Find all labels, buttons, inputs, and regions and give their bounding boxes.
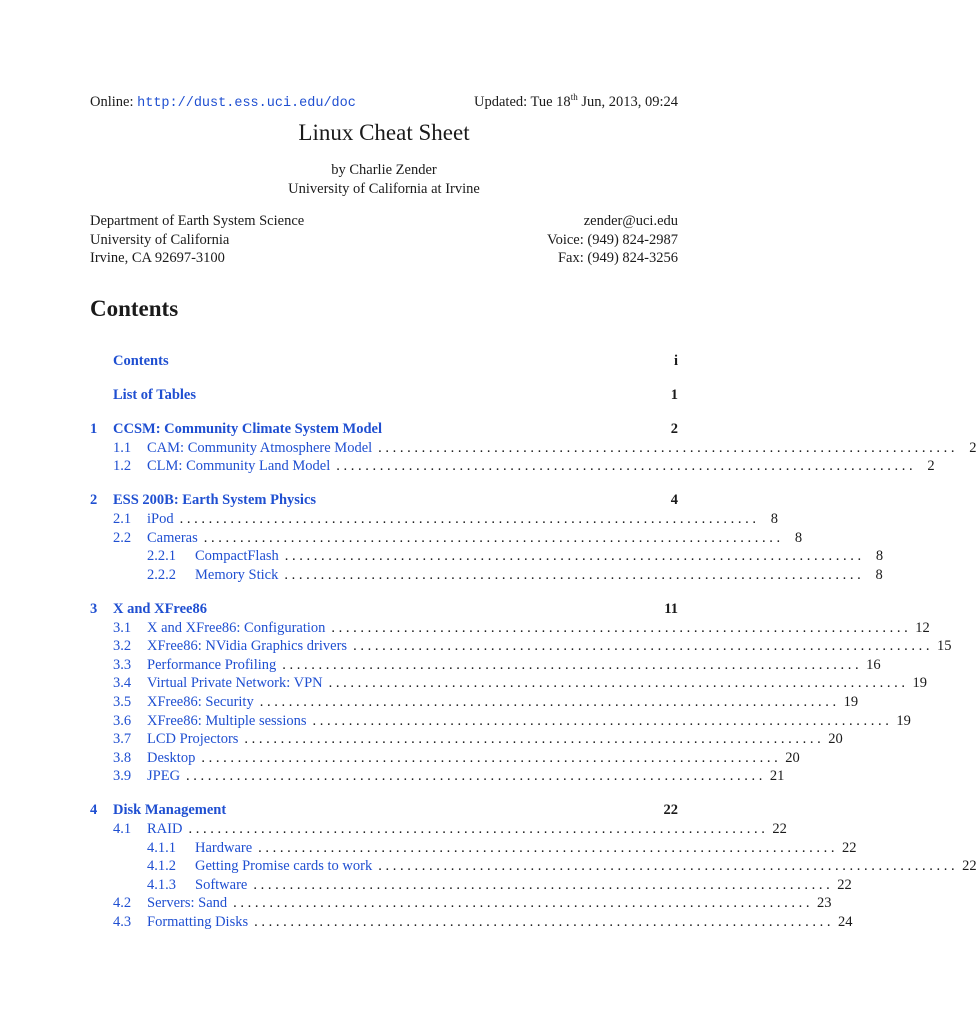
contact-fax: Fax: (949) 824-3256: [557, 250, 678, 266]
toc-group-gap: [90, 476, 678, 492]
toc-dot-leader: . . . . . . . . . . . . . . . . . . . . . . . . . . . . . . . . . . . . . . . . . . . . . . . . . . . . . . . . . . . . . . . . . . . . . . . . . . . . . . . .: [254, 913, 831, 930]
toc-subsection-entry[interactable]: [90, 674, 928, 693]
toc-entry-label[interactable]: Contents: [113, 353, 169, 369]
toc-subsection-entry[interactable]: [90, 876, 852, 895]
affiliation-line: University of California at Irvine: [288, 181, 480, 197]
toc-dot-leader: . . . . . . . . . . . . . . . . . . . . . . . . . . . . . . . . . . . . . . . . . . . . . . . . . . . . . . . . . . . . . . . . . . . . . . . . . . . . . . . .: [353, 638, 930, 655]
toc-dot-leader: . . . . . . . . . . . . . . . . . . . . . . . . . . . . . . . . . . . . . . . . . . . . . . . . . . . . . . . . . . . . . . . . . . . . . . . . . . . . . . . .: [179, 511, 756, 528]
toc-entry-number: 3.3: [113, 656, 132, 673]
toc-entry-label[interactable]: RAID: [147, 820, 183, 837]
toc-entry-page: 8: [875, 566, 883, 583]
updated-line: [474, 92, 678, 111]
toc-subsection-entry[interactable]: [90, 730, 843, 749]
author-line: by Charlie Zender: [331, 162, 437, 178]
toc-entry-label[interactable]: List of Tables: [113, 387, 196, 404]
toc-entry-number: 2: [90, 492, 98, 509]
toc-entry-page: 2: [969, 439, 977, 456]
toc-entry-page: 22: [837, 876, 852, 893]
toc-subsection-entry[interactable]: [90, 820, 787, 839]
address-block: [90, 212, 678, 268]
toc-group-gap: [90, 786, 678, 802]
toc-entry-label[interactable]: Cameras: [147, 529, 198, 546]
toc-entry-page: 20: [785, 749, 800, 766]
toc-entry-page: 12: [915, 619, 930, 636]
toc-subsection-entry[interactable]: [90, 913, 853, 932]
toc-entry-number: 4: [90, 802, 98, 819]
toc-section-entry[interactable]: [90, 491, 678, 510]
toc-entry-label[interactable]: XFree86: Security: [147, 693, 254, 710]
toc-entry-label[interactable]: CompactFlash: [195, 548, 279, 565]
toc-entry-label[interactable]: Hardware: [195, 839, 253, 856]
toc-dot-leader: . . . . . . . . . . . . . . . . . . . . . . . . . . . . . . . . . . . . . . . . . . . . . . . . . . . . . . . . . . . . . . . . . . . . . . . . . . . . . . . .: [328, 675, 906, 692]
address-right: [547, 212, 678, 268]
toc-dot-leader: . . . . . . . . . . . . . . . . . . . . . . . . . . . . . . . . . . . . . . . . . . . . . . . . . . . . . . . . . . . . . . . . . . . . . . . . . . . . . . . .: [233, 895, 810, 912]
toc-entry-label[interactable]: Performance Profiling: [147, 656, 277, 673]
toc-entry-label[interactable]: CLM: Community Land Model: [147, 458, 331, 475]
toc-entry-page: 22: [772, 820, 787, 837]
toc-entry-page: 23: [817, 895, 832, 912]
toc-dot-leader: . . . . . . . . . . . . . . . . . . . . . . . . . . . . . . . . . . . . . . . . . . . . . . . . . . . . . . . . . . . . . . . . . . . . . . . . . . . . . . . .: [203, 529, 781, 546]
toc-entry-page: 2: [927, 458, 935, 475]
toc-subsection-entry[interactable]: [90, 857, 977, 876]
toc-entry-page: i: [673, 353, 678, 369]
toc-section-entry[interactable]: [90, 600, 678, 619]
toc-entry-number: 3.9: [113, 768, 132, 785]
toc-section-entry[interactable]: [90, 352, 678, 371]
toc-entry-number: 3.4: [113, 675, 132, 692]
toc-entry-label[interactable]: Getting Promise cards to work: [195, 858, 373, 875]
toc-subsection-entry[interactable]: [90, 712, 911, 731]
updated-prefix: Updated: Tue 18: [474, 93, 571, 110]
toc-entry-number: 3.5: [113, 693, 132, 710]
toc-dot-leader: . . . . . . . . . . . . . . . . . . . . . . . . . . . . . . . . . . . . . . . . . . . . . . . . . . . . . . . . . . . . . . . . . . . . . . . . . . . . . . . .: [378, 858, 955, 875]
toc-subsection-entry[interactable]: [90, 767, 785, 786]
toc-entry-label[interactable]: X and XFree86: [113, 600, 207, 617]
toc-subsection-entry[interactable]: [90, 457, 935, 476]
toc-entry-number: 1.1: [113, 439, 132, 456]
toc-entry-number: 3: [90, 600, 98, 617]
toc-dot-leader: . . . . . . . . . . . . . . . . . . . . . . . . . . . . . . . . . . . . . . . . . . . . . . . . . . . . . . . . . . . . . . . . . . . . . . . . . . . . . . . .: [259, 693, 837, 710]
toc-entry-page: 22: [962, 858, 977, 875]
toc-entry-number: 4.1.3: [147, 876, 176, 893]
toc-entry-label[interactable]: CCSM: Community Climate System Model: [113, 421, 383, 438]
toc-entry-page: 22: [663, 802, 678, 819]
toc-entry-number: 4.1: [113, 820, 132, 837]
toc-section-entry[interactable]: [90, 420, 678, 439]
toc-entry-page: 20: [828, 731, 843, 748]
toc-entry-number: 4.2: [113, 895, 132, 912]
toc-dot-leader: . . . . . . . . . . . . . . . . . . . . . . . . . . . . . . . . . . . . . . . . . . . . . . . . . . . . . . . . . . . . . . . . . . . . . . . . . . . . . . . .: [284, 548, 862, 565]
toc-entry-label[interactable]: Software: [195, 876, 248, 893]
toc-entry-page: 8: [794, 529, 803, 546]
toc-entry-page: 1: [670, 387, 678, 404]
toc-entry-label[interactable]: XFree86: NVidia Graphics drivers: [147, 638, 348, 655]
toc-entry-page: 8: [875, 548, 884, 565]
toc-entry-page: 4: [670, 492, 678, 509]
online-url-link[interactable]: http://dust.ess.uci.edu/doc: [137, 95, 356, 111]
toc-entry-label[interactable]: Disk Management: [113, 802, 227, 819]
toc-entry-page: 11: [664, 600, 678, 617]
toc-entry-label[interactable]: CAM: Community Atmosphere Model: [147, 439, 373, 456]
toc-entry-page: 19: [896, 712, 911, 729]
toc-subsection-entry[interactable]: [90, 656, 881, 675]
toc-entry-number: 3.8: [113, 749, 132, 766]
contact-voice: Voice: (949) 824-2987: [546, 231, 678, 248]
toc-entry-page: 2: [670, 421, 678, 438]
toc-entry-page: 15: [936, 638, 952, 655]
toc-dot-leader: . . . . . . . . . . . . . . . . . . . . . . . . . . . . . . . . . . . . . . . . . . . . . . . . . . . . . . . . . . . . . . . . . . . . . . . . . . . . . . . .: [258, 839, 835, 856]
address-left: [90, 212, 304, 268]
toc-group-gap: [90, 584, 678, 600]
toc-subsection-entry[interactable]: [90, 839, 857, 858]
toc-dot-leader: . . . . . . . . . . . . . . . . . . . . . . . . . . . . . . . . . . . . . . . . . . . . . . . . . . . . . . . . . . . . . . . . . . . . . . . . . . . . . . . .: [378, 439, 955, 456]
toc-entry-label[interactable]: X and XFree86: Configuration: [147, 619, 326, 636]
toc-subsection-entry[interactable]: [90, 439, 977, 458]
online-label: Online:: [90, 93, 138, 110]
toc-entry-number: 2.2: [113, 529, 132, 546]
toc-dot-leader: . . . . . . . . . . . . . . . . . . . . . . . . . . . . . . . . . . . . . . . . . . . . . . . . . . . . . . . . . . . . . . . . . . . . . . . . . . . . . . . .: [336, 458, 913, 475]
toc-entry-page: 24: [837, 913, 853, 930]
toc-entry-number: 4.1.2: [147, 858, 176, 875]
toc-group-gap: [90, 371, 678, 387]
toc-dot-leader: . . . . . . . . . . . . . . . . . . . . . . . . . . . . . . . . . . . . . . . . . . . . . . . . . . . . . . . . . . . . . . . . . . . . . . . . . . . . . . . .: [186, 768, 763, 785]
toc-subsection-entry[interactable]: [90, 510, 778, 529]
toc-entry-label[interactable]: ESS 200B: Earth System Physics: [113, 492, 317, 509]
toc-group-gap: [90, 405, 678, 421]
toc-dot-leader: . . . . . . . . . . . . . . . . . . . . . . . . . . . . . . . . . . . . . . . . . . . . . . . . . . . . . . . . . . . . . . . . . . . . . . . . . . . . . . . .: [282, 656, 859, 673]
toc-entry-number: 3.7: [113, 731, 132, 748]
toc-subsection-entry[interactable]: [90, 547, 884, 566]
toc-dot-leader: . . . . . . . . . . . . . . . . . . . . . . . . . . . . . . . . . . . . . . . . . . . . . . . . . . . . . . . . . . . . . . . . . . . . . . . . . . . . . . . .: [244, 731, 821, 748]
address-department: Department of Earth System Science: [90, 213, 305, 229]
toc-entry-page: 22: [842, 839, 857, 856]
table-of-contents: [90, 352, 977, 932]
page-header: [90, 92, 678, 111]
address-university: University of California: [90, 231, 230, 248]
address-city: Irvine, CA 92697-3100: [90, 250, 225, 266]
toc-entry-number: 4.1.1: [147, 839, 176, 856]
toc-subsection-entry[interactable]: [90, 693, 859, 712]
toc-entry-number: 2.2.2: [147, 566, 176, 583]
toc-subsection-entry[interactable]: [90, 749, 800, 768]
toc-entry-number: 1.2: [113, 458, 132, 475]
updated-suffix: Jun, 2013, 09:24: [577, 93, 678, 110]
toc-dot-leader: . . . . . . . . . . . . . . . . . . . . . . . . . . . . . . . . . . . . . . . . . . . . . . . . . . . . . . . . . . . . . . . . . . . . . . . . . . . . . . . .: [331, 619, 908, 636]
toc-dot-leader: . . . . . . . . . . . . . . . . . . . . . . . . . . . . . . . . . . . . . . . . . . . . . . . . . . . . . . . . . . . . . . . . . . . . . . . . . . . . . . . .: [188, 820, 765, 837]
toc-section-entry[interactable]: [90, 801, 678, 820]
toc-entry-number: 4.3: [113, 913, 132, 930]
contact-email: zender@uci.edu: [583, 213, 678, 229]
toc-entry-number: 3.1: [113, 619, 132, 636]
toc-dot-leader: . . . . . . . . . . . . . . . . . . . . . . . . . . . . . . . . . . . . . . . . . . . . . . . . . . . . . . . . . . . . . . . . . . . . . . . . . . . . . . . .: [312, 712, 889, 729]
online-line: [90, 94, 356, 111]
toc-subsection-entry[interactable]: [90, 894, 832, 913]
toc-entry-label[interactable]: Desktop: [147, 749, 196, 766]
toc-entry-label[interactable]: LCD Projectors: [147, 731, 239, 748]
toc-entry-page: 16: [866, 656, 881, 673]
toc-entry-label[interactable]: JPEG: [147, 768, 181, 785]
toc-entry-label[interactable]: Servers: Sand: [147, 895, 228, 912]
toc-dot-leader: . . . . . . . . . . . . . . . . . . . . . . . . . . . . . . . . . . . . . . . . . . . . . . . . . . . . . . . . . . . . . . . . . . . . . . . . . . . . . . . .: [253, 876, 830, 893]
toc-entry-page: 21: [769, 768, 785, 785]
document-title: Linux Cheat Sheet: [298, 120, 470, 145]
toc-entry-page: 19: [843, 693, 859, 710]
toc-entry-label[interactable]: Formatting Disks: [147, 913, 249, 930]
toc-entry-number: 2.1: [113, 511, 132, 528]
toc-dot-leader: . . . . . . . . . . . . . . . . . . . . . . . . . . . . . . . . . . . . . . . . . . . . . . . . . . . . . . . . . . . . . . . . . . . . . . . . . . . . . . . .: [201, 749, 778, 766]
toc-entry-number: 3.6: [113, 712, 132, 729]
toc-subsection-entry[interactable]: [90, 566, 883, 585]
toc-section-entry[interactable]: [90, 386, 678, 405]
toc-entry-label[interactable]: iPod: [147, 511, 174, 528]
toc-entry-label[interactable]: Virtual Private Network: VPN: [147, 675, 323, 692]
toc-entry-page: 19: [912, 675, 928, 692]
toc-entry-label[interactable]: Memory Stick: [195, 566, 279, 583]
updated-sup: th: [570, 92, 578, 102]
contents-heading: Contents: [90, 296, 179, 321]
toc-entry-number: 1: [90, 421, 98, 438]
toc-entry-number: 2.2.1: [147, 548, 176, 565]
toc-entry-label[interactable]: XFree86: Multiple sessions: [147, 712, 307, 729]
toc-entry-page: 8: [770, 511, 778, 528]
toc-subsection-entry[interactable]: [90, 619, 930, 638]
toc-entry-number: 3.2: [113, 638, 132, 655]
toc-dot-leader: . . . . . . . . . . . . . . . . . . . . . . . . . . . . . . . . . . . . . . . . . . . . . . . . . . . . . . . . . . . . . . . . . . . . . . . . . . . . . . . .: [284, 566, 861, 583]
toc-subsection-entry[interactable]: [90, 529, 803, 548]
toc-subsection-entry[interactable]: [90, 637, 952, 656]
